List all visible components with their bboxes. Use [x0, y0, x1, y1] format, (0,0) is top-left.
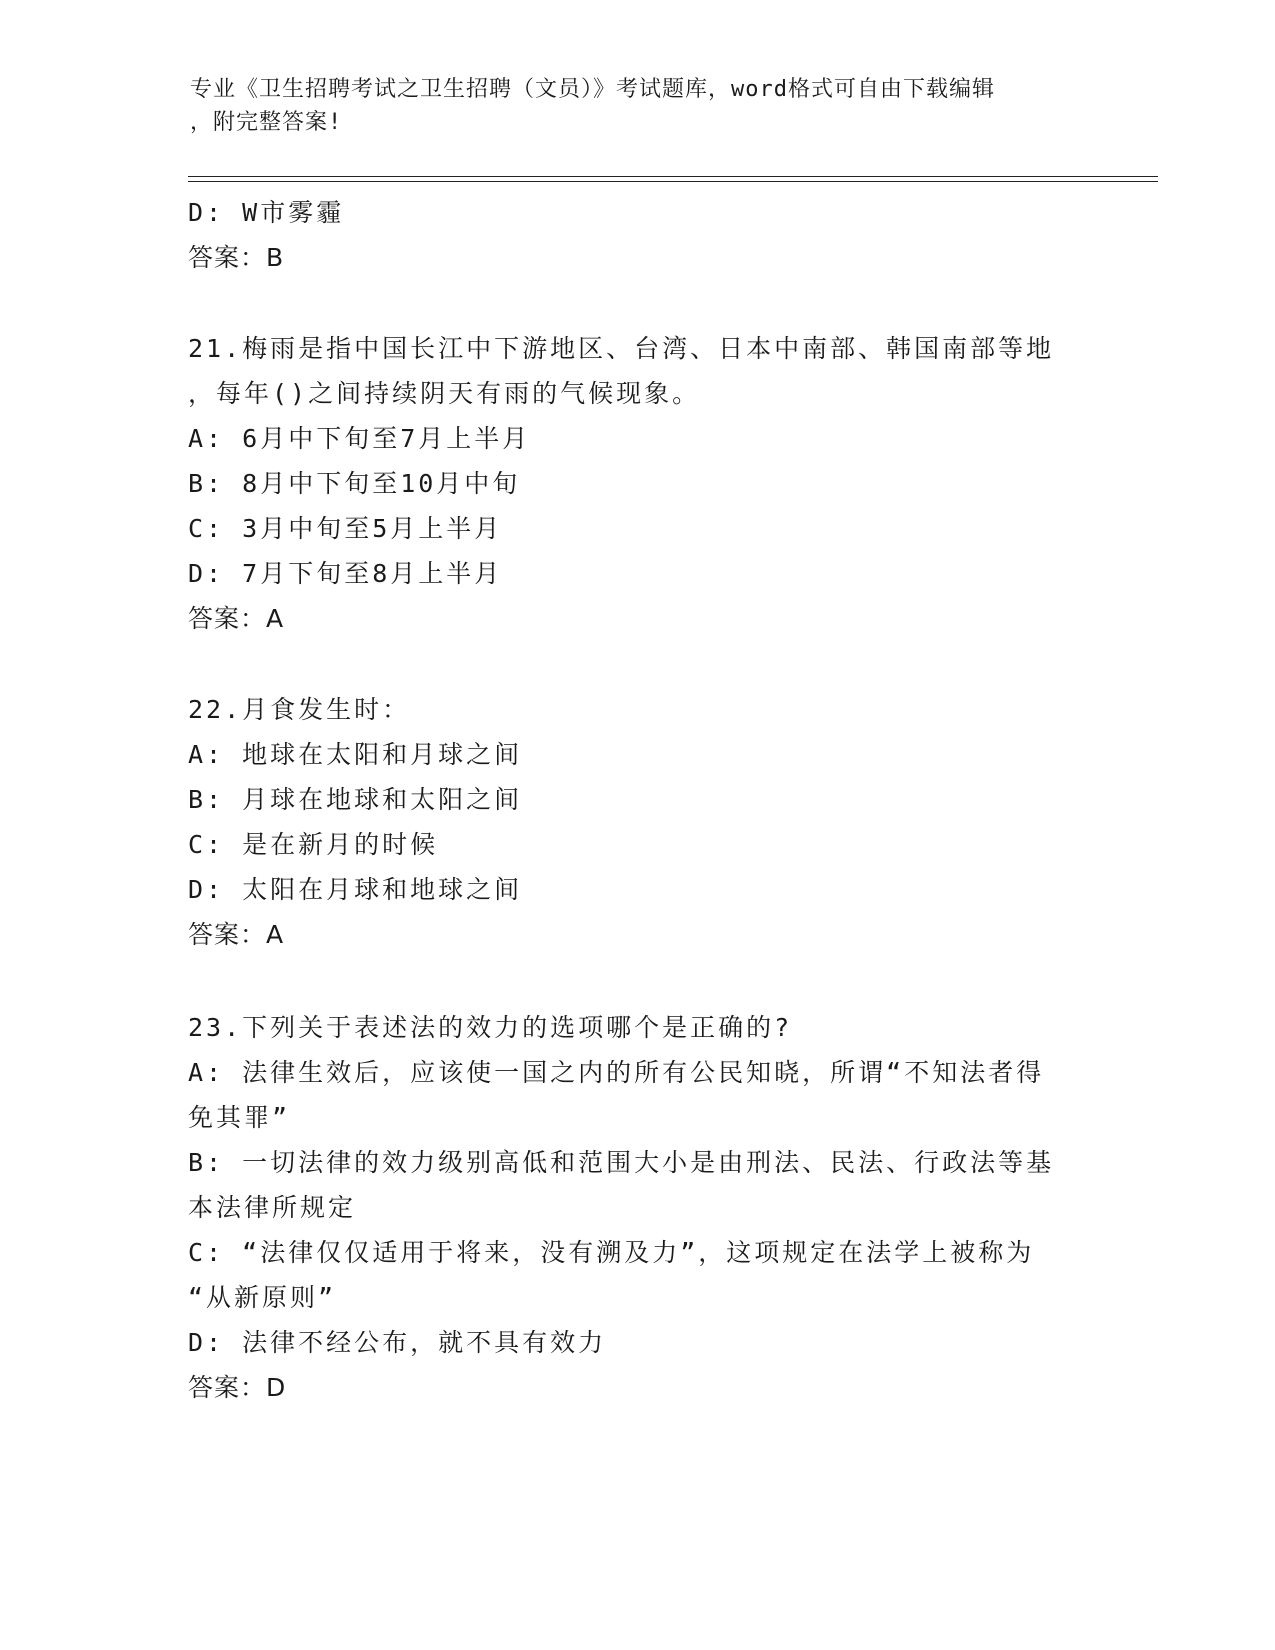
header-rule-top [188, 176, 1158, 177]
option-b: B: 月球在地球和太阳之间 [188, 785, 523, 814]
question-stem: 22.月食发生时： [188, 695, 411, 724]
option-c-continued: “从新原则” [188, 1283, 337, 1312]
answer-line: 答案：D [188, 1373, 287, 1402]
header-rule-bottom [188, 181, 1158, 182]
question-stem: 21.梅雨是指中国长江中下游地区、台湾、日本中南部、韩国南部等地 [188, 334, 1055, 363]
question-22 [188, 687, 1088, 957]
question-stem: 23.下列关于表述法的效力的选项哪个是正确的? [188, 1013, 793, 1042]
question-content [188, 190, 1088, 1410]
option-c: C: 3月中旬至5月上半月 [188, 514, 503, 543]
question-23 [188, 1005, 1088, 1410]
option-a-continued: 免其罪” [188, 1103, 291, 1132]
document-header [190, 73, 1090, 139]
answer-line: 答案：B [188, 243, 285, 272]
option-d: D: 7月下旬至8月上半月 [188, 559, 503, 588]
answer-line: 答案：A [188, 604, 285, 633]
question-stem-continued: ，每年()之间持续阴天有雨的气候现象。 [188, 379, 701, 408]
previous-question-tail [188, 190, 1088, 280]
option-d: D: W市雾霾 [188, 198, 345, 227]
option-d: D: 法律不经公布，就不具有效力 [188, 1328, 607, 1357]
option-c: C: 是在新月的时候 [188, 830, 439, 859]
option-b-continued: 本法律所规定 [188, 1193, 357, 1222]
option-c: C: “法律仅仅适用于将来，没有溯及力”，这项规定在法学上被称为 [188, 1238, 1035, 1267]
answer-line: 答案：A [188, 920, 285, 949]
option-a: A: 法律生效后，应该使一国之内的所有公民知晓，所谓“不知法者得 [188, 1058, 1045, 1087]
option-b: B: 一切法律的效力级别高低和范围大小是由刑法、民法、行政法等基 [188, 1148, 1055, 1177]
header-line-1: 专业《卫生招聘考试之卫生招聘（文员）》考试题库，word格式可自由下载编辑 [190, 77, 995, 102]
option-b: B: 8月中下旬至10月中旬 [188, 469, 521, 498]
option-a: A: 地球在太阳和月球之间 [188, 740, 523, 769]
header-line-2: ，附完整答案! [190, 110, 343, 135]
question-21 [188, 326, 1088, 641]
option-a: A: 6月中下旬至7月上半月 [188, 424, 531, 453]
option-d: D: 太阳在月球和地球之间 [188, 875, 523, 904]
